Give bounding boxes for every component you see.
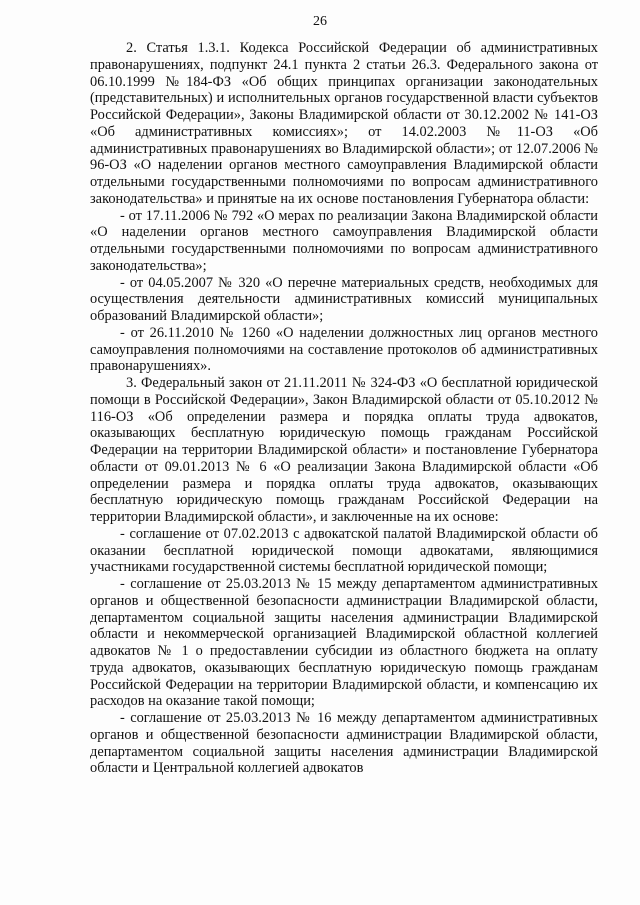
document-body [90, 40, 598, 777]
paragraph-item-3: 3. Федеральный закон от 21.11.2011 № 324-ФЗ «О бесплатной юридической помощи в Российской Федерации», Закон Владимирской области от 05.10.2012 № 116-ОЗ «Об определении размера и порядка оплаты труда адвокатов, оказывающих бесплатную юридическую помощь гражданам Российской Федерации на территории Владимирской области» и постановление Губернатора области от 09.01.2013 № 6 «О реализации Закона Владимирской области «Об определении размера и порядка оплаты труда адвокатов, оказывающих бесплатную юридическую помощь гражданам Российской Федерации на территории Владимирской области», и заключенные на их основе: [90, 375, 598, 525]
paragraph-resolution-792: - от 17.11.2006 № 792 «О мерах по реализации Закона Владимирской области «О наделении органов местного самоуправления Владимирской области отдельными государственными полномочиями по вопросам административного законодательства»; [90, 207, 598, 274]
paragraph-item-2: 2. Статья 1.3.1. Кодекса Российской Федерации об административных правонарушениях, подпункт 24.1 пункта 2 статьи 26.3. Федерального закона от 06.10.1999 №184-ФЗ «Об общих принципах организации законодательных (представительных) и исполнительных органов государственной власти субъектов Российской Федерации», Законы Владимирской области от 30.12.2002 № 141-ОЗ «Об административных комиссиях»; от 14.02.2003 №11-ОЗ «Об административных правонарушениях во Владимирской области»; от 12.07.2006 № 96-ОЗ «О наделении органов местного самоуправления Владимирской области отдельными государственными полномочиями по вопросам административного законодательства» и принятые на их основе постановления Губернатора области: [90, 40, 598, 207]
paragraph-agreement-16: - соглашение от 25.03.2013 № 16 между департаментом административных органов и общественной безопасности администрации Владимирской области, департаментом социальной защиты населения администрации Владимирской области и Центральной коллегией адвокатов [90, 710, 598, 777]
paragraph-agreement-bar: - соглашение от 07.02.2013 с адвокатской палатой Владимирской области об оказании бесплатной юридической помощи адвокатами, являющимися участниками государственной системы бесплатной юридической помощи; [90, 525, 598, 576]
page-number: 26 [313, 14, 327, 29]
paragraph-resolution-320: - от 04.05.2007 № 320 «О перечне материальных средств, необходимых для осуществления деятельности административных комиссий муниципальных образований Владимирской области»; [90, 274, 598, 324]
paragraph-resolution-1260: - от 26.11.2010 № 1260 «О наделении должностных лиц органов местного самоуправления полномочиями на составление протоколов об административных правонарушениях». [90, 324, 598, 375]
paragraph-agreement-15: - соглашение от 25.03.2013 № 15 между департаментом административных органов и общественной безопасности администрации Владимирской области, департаментом социальной защиты населения администрации Владимирской области и некоммерческой организацией Владимирской областной коллегией адвокатов № 1 о предоставлении субсидии из областного бюджета на оплату труда адвокатов, оказывающих бесплатную юридическую помощь гражданам Российской Федерации на территории Владимирской области, и компенсацию их расходов на оказание такой помощи; [90, 576, 598, 710]
